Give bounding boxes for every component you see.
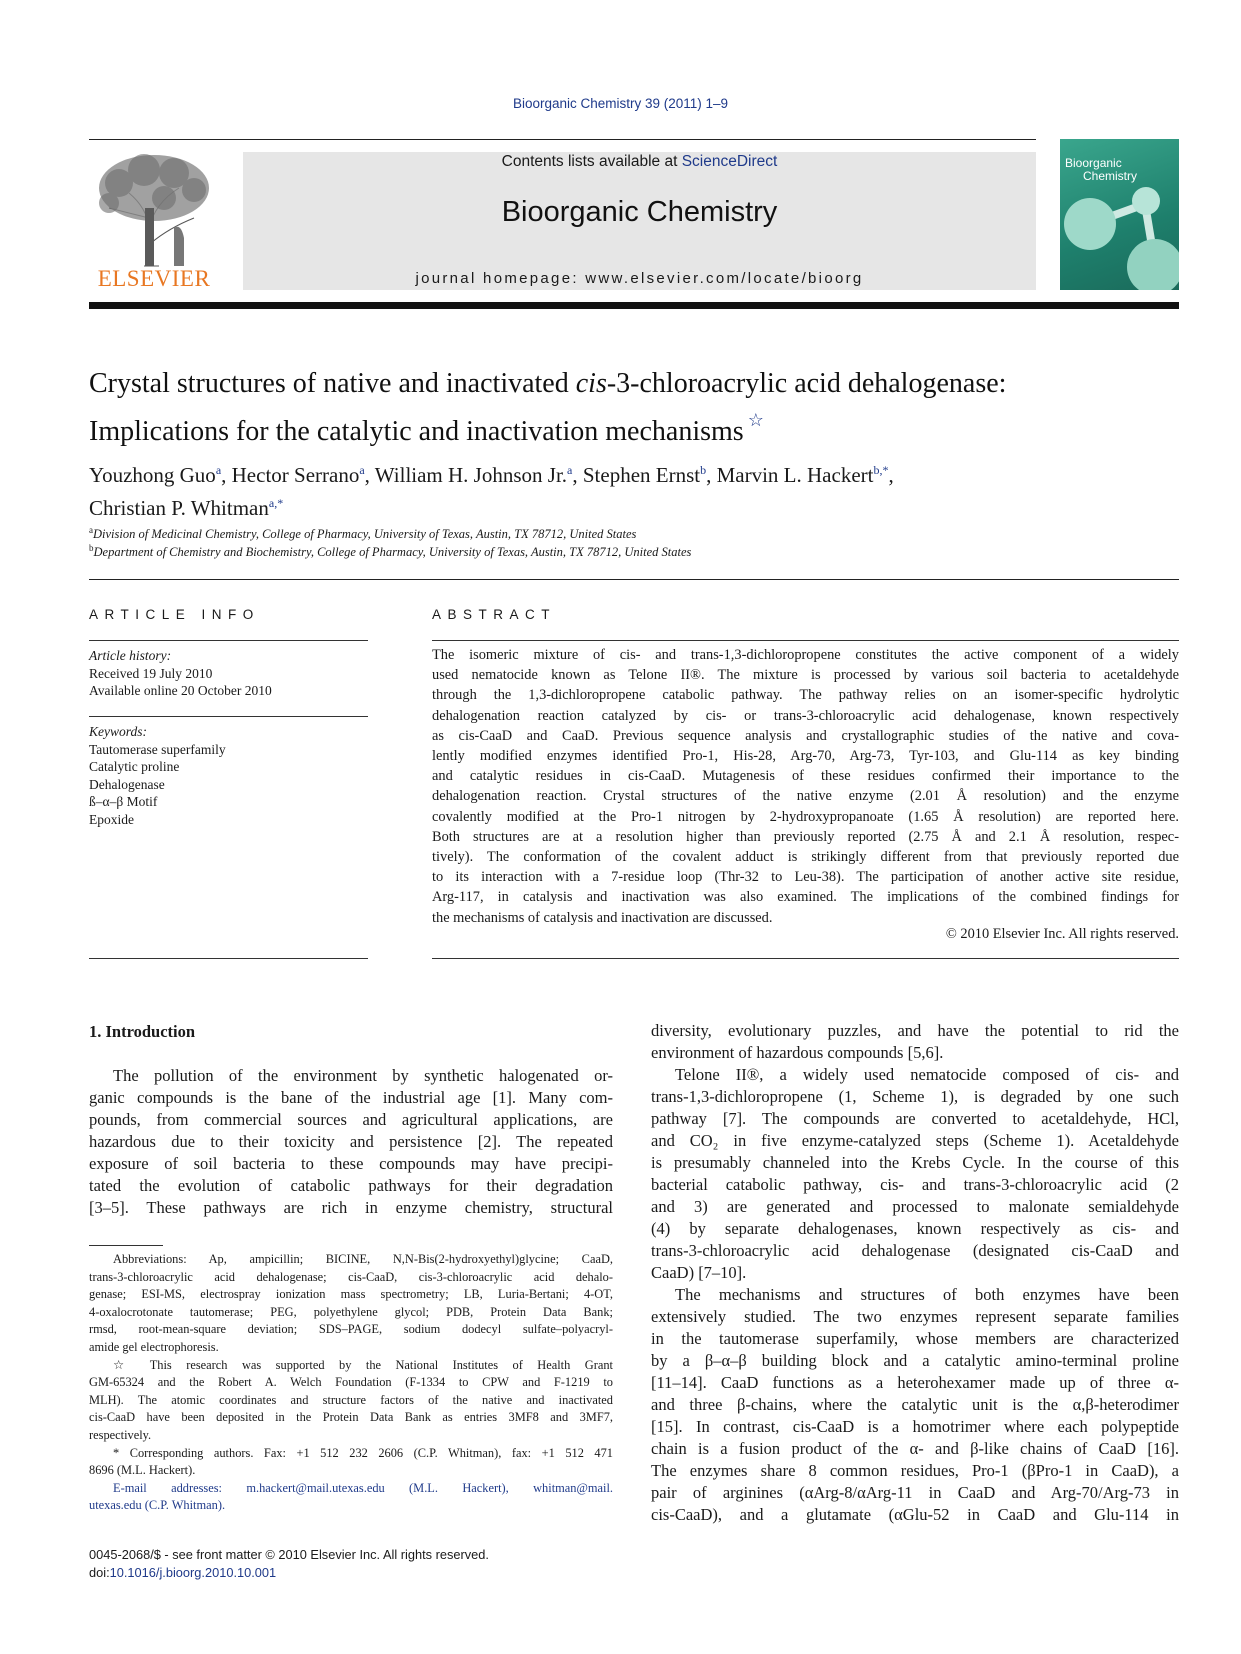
body-line: tated the evolution of catabolic pathways for their degradation [89, 1176, 613, 1195]
journal-reference[interactable]: Bioorganic Chemistry 39 (2011) 1–9 [512, 96, 729, 111]
abstract-line: Both structures are at a resolution higher than previously reported (2.75 Å and 2.1 Å resolution, respec- [432, 828, 1179, 845]
footnote-line: MLH). The atomic coordinates and structure factors of the native and inactivated [89, 1392, 613, 1407]
journal-name: Bioorganic Chemistry [501, 196, 778, 228]
section-rule [89, 579, 1179, 580]
footnote-line: * Corresponding authors. Fax: +1 512 232 2606 (C.P. Whitman), fax: +1 512 471 [113, 1445, 613, 1460]
body-line: Telone II®, a widely used nematocide composed of cis- and [675, 1065, 1179, 1084]
abstract-line: dehalogenation reaction. Crystal structures of the native enzyme (2.01 Å resolution) and the enzyme [432, 788, 1179, 805]
abstract-line: covalently modified at the Pro-1 nitrogen by 2-hydroxypropanoate (1.65 Å resolution) are reported here. [432, 808, 1179, 825]
body-line: and 3) are generated and processed to malonate semialdehyde [651, 1197, 1179, 1216]
body-line: The enzymes share 8 common residues, Pro-1 (βPro-1 in CaaD), a [651, 1461, 1179, 1480]
footnote-line: respectively. [89, 1427, 152, 1442]
body-line: pair of arginines (αArg-8/αArg-11 in CaaD and Arg-70/Arg-73 in [651, 1483, 1179, 1502]
body-line: The mechanisms and structures of both enzymes have been [675, 1285, 1179, 1304]
footnote-line: cis-CaaD have been deposited in the Protein Data Bank as entries 3MF8 and 3MF7, [89, 1410, 613, 1425]
author: Stephen Ernst$^b$, [582, 463, 717, 487]
abstract-line: tively). The conformation of the covalent adduct is strikingly different from that previously reported due [432, 849, 1179, 866]
body-line: chain is a fusion product of the α- and β-like chains of CaaD [16]. [651, 1439, 1179, 1458]
author-list [89, 456, 1179, 522]
keyword: Catalytic proline [89, 759, 180, 774]
abstract-line: lently modified enzymes identified Pro-1, His-28, Arg-70, Arg-73, Tyr-103, and Glu-114 as key binding [432, 748, 1179, 765]
front-matter [89, 1546, 489, 1582]
abstract-line: The isomeric mixture of cis- and trans-1,3-dichloropropene constitutes the active component of a widely [432, 647, 1179, 663]
body-right-column [651, 1020, 1179, 1526]
header-thick-rule [89, 302, 1179, 309]
abstract-line: through the 1,3-dichloropropene catabolic pathway. The pathway relies on an isomer-specific hydrolytic [432, 687, 1179, 704]
abstract-line: and catalytic residues in cis-CaaD. Mutagenesis of these residues confirmed their importance to the [432, 768, 1179, 785]
body-line: extensively studied. The two enzymes represent separate families [651, 1307, 1179, 1326]
history-label: Article history: [89, 648, 172, 663]
title-part-2: -3-chloroacrylic acid dehalogenase: [606, 368, 1007, 399]
contents-line [243, 153, 1036, 171]
author-affiliation-mark[interactable]: b,* [873, 463, 889, 477]
body-line: bacterial catabolic pathway, cis- and trans-3-chloroacrylic acid (2 [651, 1175, 1179, 1194]
author-affiliation-mark[interactable]: a,* [268, 496, 284, 510]
footnote-line: GM-65324 and the Robert A. Welch Foundation (F-1334 to CPW and F-1219 to [89, 1375, 613, 1390]
footnote-line: rmsd, root-mean-square deviation; SDS–PAGE, sodium dodecyl sulfate–polyacryl- [89, 1322, 613, 1337]
sciencedirect-link[interactable]: ScienceDirect [681, 153, 778, 170]
author: Hector Serrano$^a$, [231, 463, 375, 487]
keyword: Epoxide [89, 811, 134, 827]
abstract-line: used nematocide known as Telone II®. The mixture is processed by various soil bacteria to acetaldehyde [432, 667, 1179, 684]
abstract-text [432, 645, 1179, 928]
footnote-line: 8696 (M.L. Hackert). [89, 1463, 196, 1478]
title-footnote-star[interactable]: ☆ [747, 410, 764, 430]
footnote-line: genase; ESI-MS, electrospray ionization mass spectrometry; LB, Luria-Bertani; 4-OT, [89, 1287, 613, 1302]
info-rule [89, 958, 368, 959]
cover-title [1065, 157, 1175, 183]
body-line: trans-1,3-dichloropropene (1, Scheme 1), is degraded by one such [651, 1087, 1179, 1106]
keyword: Dehalogenase [89, 776, 165, 792]
article-title [89, 366, 1189, 450]
affiliation-b: $^b$Department of Chemistry and Biochemistry, College of Pharmacy, University of Texas, Austin, TX 78712, United States [89, 543, 692, 560]
author-affiliation-mark[interactable]: a [215, 463, 222, 477]
body-line: [11–14]. CaaD functions as a heterohexamer made up of three α- [651, 1373, 1179, 1392]
body-line: (4) by separate dehalogenases, known respectively as cis- and [651, 1219, 1179, 1238]
abstract-heading: ABSTRACT [432, 607, 557, 622]
abstract-line: dehalogenation reaction catalyzed by cis- or trans-3-chloroacrylic acid dehalogenase, known respectively [432, 707, 1179, 724]
top-rule [89, 139, 1036, 140]
journal-cover-thumbnail[interactable] [1060, 139, 1179, 290]
keywords-label: Keywords: [89, 724, 147, 739]
title-part-3: Implications for the catalytic and inactivation mechanisms [89, 416, 744, 447]
tree-logo-icon [89, 148, 219, 268]
cover-title-line-1: Bioorganic [1065, 156, 1122, 170]
abstract-rule [432, 958, 1179, 959]
affiliation-a: $^a$Division of Medicinal Chemistry, College of Pharmacy, University of Texas, Austin, TX 78712, United States [89, 525, 637, 542]
body-line: [15]. In contrast, cis-CaaD is a homotrimer where each polypeptide [651, 1417, 1179, 1436]
body-line: CaaD) [7–10]. [651, 1263, 747, 1282]
body-line: ganic compounds is the bane of the industrial age [1]. Many com- [89, 1088, 613, 1107]
body-line: The pollution of the environment by synthetic halogenated or- [113, 1066, 613, 1085]
doi-link[interactable]: 10.1016/j.bioorg.2010.10.001 [109, 1565, 277, 1580]
abstract-line: to its interaction with a 7-residue loop (Thr-32 to Leu-38). The participation of another active site residue, [432, 869, 1179, 886]
contents-prefix: Contents lists available at [501, 153, 682, 170]
online-date: Available online 20 October 2010 [89, 683, 272, 698]
body-line: is presumably channeled into the Krebs Cycle. In the course of this [651, 1153, 1179, 1172]
journal-homepage[interactable]: journal homepage: www.elsevier.com/locate/bioorg [415, 270, 864, 287]
body-line: trans-3-chloroacrylic acid dehalogenase (designated cis-CaaD and [651, 1241, 1179, 1260]
body-line: pounds, from commercial sources and agricultural applications, are [89, 1110, 613, 1129]
publisher-wordmark: ELSEVIER [97, 266, 211, 291]
abstract-line: the mechanisms of catalysis and inactivation are discussed. [432, 909, 773, 926]
body-line: and three β-chains, where the catalytic unit is the α,β-heterodimer [651, 1395, 1179, 1414]
received-date: Received 19 July 2010 [89, 665, 213, 681]
keywords [89, 723, 368, 828]
author-affiliation-mark[interactable]: b [700, 463, 707, 477]
article-history [89, 647, 368, 700]
author: William H. Johnson Jr.$^a$, [374, 463, 583, 487]
section-heading-introduction: 1. Introduction [89, 1022, 196, 1041]
info-rule [89, 640, 368, 641]
author: Youzhong Guo$^a$, [89, 463, 232, 487]
doi-line: doi:10.1016/j.bioorg.2010.10.001 [89, 1565, 277, 1580]
info-rule [89, 716, 368, 717]
footnote-email-line[interactable]: utexas.edu (C.P. Whitman). [89, 1498, 226, 1513]
title-italic-cis: cis [575, 368, 607, 399]
body-line: diversity, evolutionary puzzles, and have the potential to rid the [651, 1021, 1179, 1040]
footnotes [89, 1251, 613, 1515]
abstract-copyright: © 2010 Elsevier Inc. All rights reserved. [945, 926, 1179, 942]
author: Marvin L. Hackert$^{b,*}$, [716, 463, 894, 487]
keyword: Tautomerase superfamily [89, 741, 226, 757]
footnote-line: Abbreviations: Ap, ampicillin; BICINE, N,N-Bis(2-hydroxyethyl)glycine; CaaD, [113, 1252, 613, 1266]
footnote-line: 4-oxalocrotonate tautomerase; PEG, polyethylene glycol; PDB, Protein Data Bank; [89, 1304, 613, 1319]
body-line: pathway [7]. The compounds are converted to acetaldehyde, HCl, [651, 1109, 1179, 1128]
abstract-rule [432, 640, 1179, 641]
body-line: [3–5]. These pathways are rich in enzyme chemistry, structural [89, 1198, 613, 1217]
article-info-heading: ARTICLE INFO [89, 607, 260, 622]
footnote-rule [89, 1245, 163, 1246]
title-part-1: Crystal structures of native and inactivated [89, 368, 576, 399]
body-line: exposure of soil bacteria to these compounds may have precipi- [89, 1154, 613, 1173]
author: Christian P. Whitman$^{a,*}$ [89, 496, 284, 520]
abstract-line: Arg-117, in catalysis and inactivation was also examined. The implications of the combined findings for [432, 889, 1179, 906]
footnote-line: amide gel electrophoresis. [89, 1339, 219, 1354]
body-line: environment of hazardous compounds [5,6]. [651, 1043, 944, 1062]
footnote-email-line[interactable]: E-mail addresses: m.hackert@mail.utexas.edu (M.L. Hackert), whitman@mail. [113, 1480, 613, 1495]
keyword: ß–α–β Motif [89, 794, 158, 809]
abstract-line: as cis-CaaD and CaaD. Previous sequence analysis and crystallographic studies of the native and cova- [432, 727, 1179, 744]
author-affiliation-mark[interactable]: a [359, 463, 365, 477]
author-affiliation-mark[interactable]: a [567, 463, 573, 477]
issn-line: 0045-2068/$ - see front matter © 2010 Elsevier Inc. All rights reserved. [89, 1547, 489, 1562]
body-line: in the tautomerase superfamily, whose members are characterized [651, 1329, 1179, 1348]
footnote-line: ☆ This research was supported by the National Institutes of Health Grant [113, 1357, 613, 1372]
cover-title-line-2: Chemistry [1083, 169, 1138, 183]
body-line: cis-CaaD), and a glutamate (αGlu-52 in CaaD and Glu-114 in [651, 1505, 1179, 1524]
body-line: and CO₂ in five enzyme-catalyzed steps (Scheme 1). Acetaldehyde [651, 1131, 1179, 1150]
body-line: by a β–α–β building block and a catalytic amino-terminal proline [651, 1351, 1179, 1370]
footnote-line: trans-3-chloroacrylic acid dehalogenase; cis-CaaD, cis-3-chloroacrylic acid dehalo- [89, 1269, 613, 1284]
body-left-column [89, 1065, 613, 1219]
body-line: hazardous due to their toxicity and persistence [2]. The repeated [89, 1132, 613, 1151]
